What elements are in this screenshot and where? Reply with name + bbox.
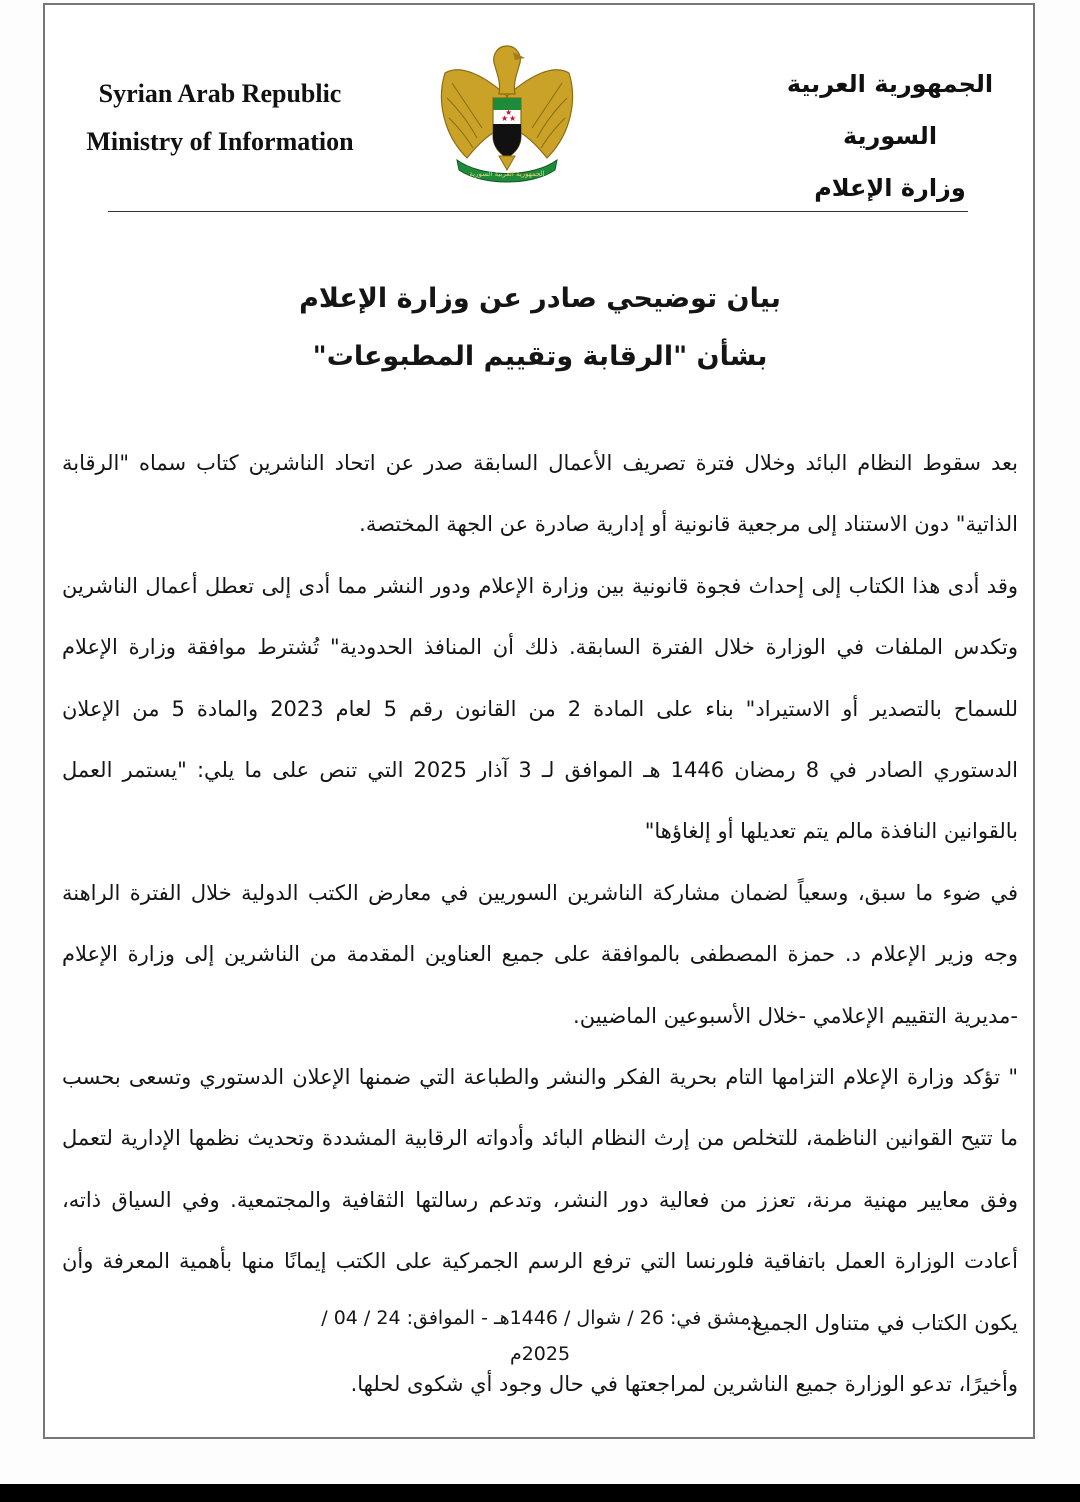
- statement-body: [62, 433, 1018, 1416]
- paragraph: وقد أدى هذا الكتاب إلى إحداث فجوة قانونية بين وزارة الإعلام ودور النشر مما أدى إلى تعطل أعمال الناشرين وتكدس الملفات في الوزارة خلال الفترة السابقة. ذلك أن المنافذ الحدودية" تُشترط موافقة وزارة الإعلام للسماح بالتصدير أو الاستيراد" بناء على المادة 2 من القانون رقم 5 لعام 2023 والمادة 5 من الإعلان الدستوري الصادر في 8 رمضان 1446 هـ الموافق لـ 3 آذار 2025 التي تنص على ما يلي: "يستمر العمل بالقوانين النافذة مالم يتم تعديلها أو إلغاؤها": [62, 573, 1019, 844]
- emblem-ribbon-text: الجمهورية العربية السورية: [469, 170, 545, 178]
- title-line-1: بيان توضيحي صادر عن وزارة الإعلام: [299, 283, 781, 314]
- ministry-name-arabic: وزارة الإعلام: [814, 174, 966, 202]
- bottom-bar: [0, 1484, 1080, 1502]
- date-line: دمشق في: 26 / شوال / 1446هـ - الموافق: 24 / 04 / 2025م: [321, 1307, 759, 1365]
- svg-text:★: ★: [509, 114, 517, 123]
- title-line-2: بشأن "الرقابة وتقييم المطبوعات": [312, 341, 768, 372]
- svg-text:★: ★: [501, 114, 509, 123]
- arabic-header: [740, 58, 1040, 214]
- english-header: [60, 70, 380, 166]
- header-divider: [108, 211, 968, 212]
- paragraph: وأخيرًا، تدعو الوزارة جميع الناشرين لمراجعتها في حال وجود أي شكوى لحلها.: [350, 1372, 1018, 1397]
- ministry-name-english: Ministry of Information: [86, 127, 354, 156]
- paragraph: في ضوء ما سبق، وسعياً لضمان مشاركة الناشرين السوريين في معارض الكتب الدولية خلال الفترة الراهنة وجه وزير الإعلام د. حمزة المصطفى بالموافقة على جميع العناوين المقدمة من الناشرين إلى وزارة الإعلام -مديرية التقييم الإعلامي -خلال الأسبوعين الماضيين.: [62, 880, 1018, 1028]
- country-name-english: Syrian Arab Republic: [98, 79, 342, 108]
- country-name-arabic: الجمهورية العربية السورية: [786, 70, 994, 150]
- svg-text:★: ★: [505, 108, 513, 117]
- paragraph: بعد سقوط النظام البائد وخلال فترة تصريف الأعمال السابقة صدر عن اتحاد الناشرين كتاب سماه "الرقابة الذاتية" دون الاستناد إلى مرجعية قانونية أو إدارية صادرة عن الجهة المختصة.: [62, 451, 1018, 537]
- statement-title: [100, 270, 980, 386]
- paragraph: " تؤكد وزارة الإعلام التزامها التام بحرية الفكر والنشر والطباعة التي ضمنها الإعلان الدستوري وتسعى بحسب ما تتيح القوانين الناظمة، للتخلص من إرث النظام البائد وأدواته الرقابية المشددة وتحديث نظمها الإدارية لتعمل وفق معايير مهنية مرنة، تعزز من فعالية دور النشر، وتدعم رسالتها الثقافية والمجتمعية. وفي السياق ذاته، أعادت الوزارة العمل باتفاقية فلورنسا التي ترفع الرسم الجمركية على الكتب إيمانًا منها بأهمية المعرفة وأن يكون الكتاب في متناول الجميع.: [62, 1065, 1018, 1335]
- syrian-eagle-emblem: [427, 38, 587, 188]
